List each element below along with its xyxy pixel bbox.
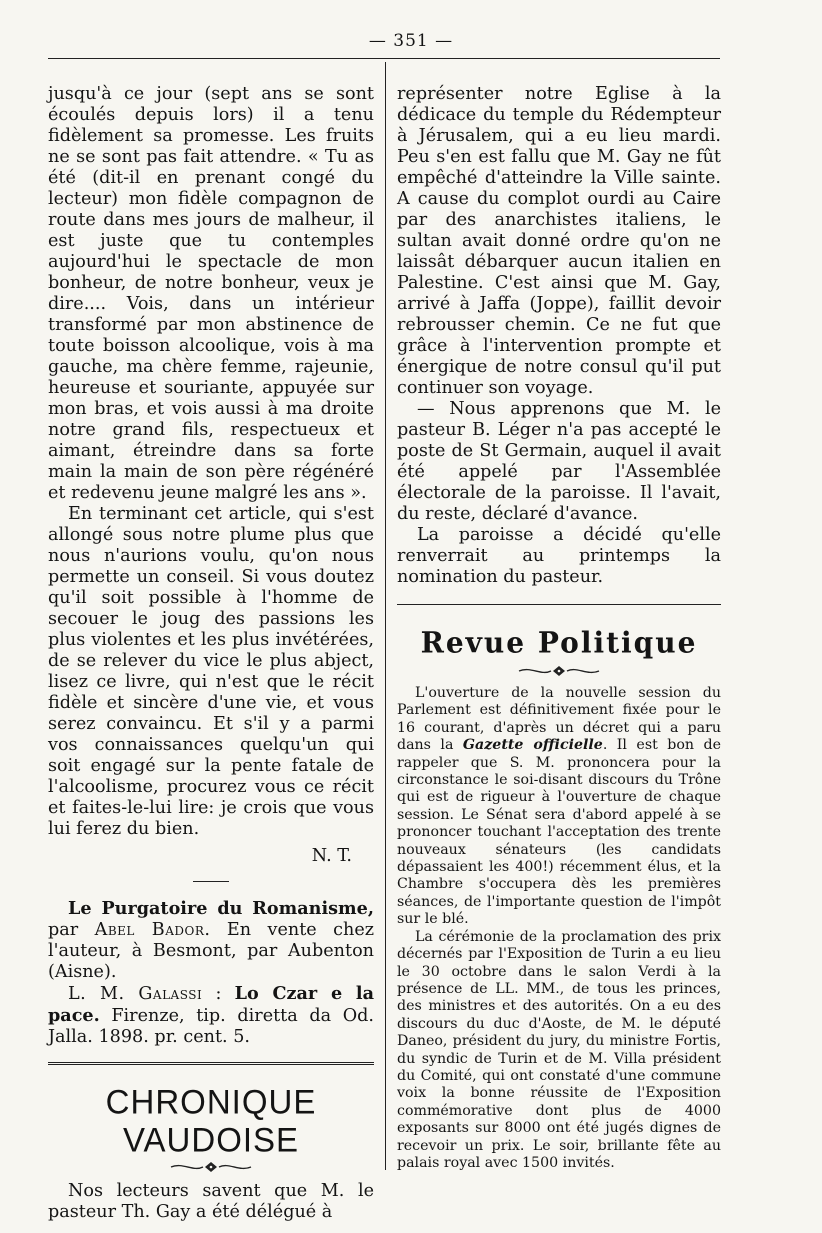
left-column: [48, 84, 374, 1223]
revue-text-a: L'ouverture de la nouvelle session du Parlement est définitivement fixée pour le 16 courant, d'après un décret qui a paru dans la: [397, 685, 721, 754]
ornament-icon: [169, 1161, 253, 1173]
revue-text-b: . Il est bon de rappeler que S. M. prononcera pour la circonstance le soi-disant discours du Trône qui est de rigueur à l'ouverture de chaque session. Le Sénat sera d'abord appelé à se prononcer touchant l'acceptation des trente nouveaux sénateurs (les candidats dépassaient les 400!) récemment élus, et la Chambre s'occupera dès les premières séances, de l'importante question de l'impôt sur le blé.: [397, 737, 721, 928]
header-rule: [48, 58, 720, 59]
book-details-1: En vente chez l'auteur, à Besmont, par Aubenton (Aisne).: [48, 920, 374, 982]
revue-gazette: Gazette officielle: [462, 737, 603, 754]
revue-paragraph-1: [397, 685, 721, 929]
book-notice-1: [48, 898, 374, 983]
news-item-2: La paroisse a décidé qu'elle renverrait au printemps la nomination du pasteur.: [397, 525, 721, 587]
right-column: [397, 84, 721, 1172]
book-by: par: [48, 920, 95, 940]
book-notice-2: [48, 983, 374, 1048]
book-author-2: L. M. Galassi: [68, 984, 203, 1004]
book-author-1: Abel Bador.: [94, 920, 211, 940]
book-title-2: Lo Czar e la pace.: [48, 983, 374, 1026]
book-details-2: Firenze, tip. diretta da Od. Jalla. 1898. pr. cent. 5.: [48, 1006, 374, 1047]
section-title-chronique: CHRONIQUE VAUDOISE: [105, 1082, 317, 1159]
chronique-start: Nos lecteurs savent que M. le pasteur Th. Gay a été délégué à: [48, 1181, 374, 1222]
section-double-rule: [48, 1062, 374, 1065]
section-rule: [397, 604, 721, 605]
column-divider: [385, 62, 386, 1170]
page-number: — 351 —: [368, 31, 454, 51]
signature: N. T.: [311, 846, 352, 866]
section-title-revue: Revue Politique: [420, 625, 698, 660]
book-sep: :: [202, 984, 235, 1004]
left-paragraph-1: jusqu'à ce jour (sept ans se sont écoulés depuis lors) il a tenu fidèlement sa promesse. Les fruits ne se sont pas fait attendre. « Tu as été (dit-il en prenant congé du lecteur) mon fidèle compagnon de route dans mes jours de malheur, il est juste que tu contemples aujourd'hui le spectacle de mon bonheur, de notre bonheur, veux je dire.... Vois, dans un intérieur transformé par mon abstinence de toute boisson alcoolique, vois à ma gauche, ma chère femme, rajeunie, heureuse et souriante, appuyée sur mon bras, et vois aussi à ma droite notre grand fils, respectueux et aimant, étreindre dans sa forte main la main de son père régénéré et redevenu jeune malgré les ans ».: [48, 84, 374, 503]
separator-rule: [193, 881, 229, 882]
left-paragraph-2: En terminant cet article, qui s'est allongé sous notre plume plus que nous n'aurions voulu, qu'on nous permette un conseil. Si vous doutez qu'il soit possible à l'homme de secouer le joug des passions les plus violentes et les plus invétérées, de se relever du vice le plus abject, lisez ce livre, qui n'est que le récit fidèle et sincère d'une vie, et vous serez convaincu. Et s'il y a parmi vos connaissances quelqu'un qui soit engagé sur la pente fatale de l'alcoolisme, procurez vous ce récit et faites-le-lui lire: je crois que vous lui ferez du bien.: [48, 504, 374, 839]
ornament-icon: [517, 665, 601, 677]
chronique-continuation: représenter notre Eglise à la dédicace du temple du Rédempteur à Jérusalem, qui a eu lieu mardi. Peu s'en est fallu que M. Gay ne fût empêché d'atteindre la Ville sainte. A cause du complot ourdi au Caire par des anarchistes italiens, le sultan avait donné ordre qu'on ne laissât débarquer aucun italien en Palestine. C'est ainsi que M. Gay, arrivé à Jaffa (Joppe), faillit devoir rebrousser chemin. Ce ne fut que grâce à l'intervention prompte et énergique de notre consul qu'il put continuer son voyage.: [397, 84, 721, 398]
news-item-1: — Nous apprenons que M. le pasteur B. Léger n'a pas accepté le poste de St Germain, auquel il avait été appelé par l'Assemblée électorale de la paroisse. Il l'avait, du reste, déclaré d'avance.: [397, 399, 721, 524]
book-title-1: Le Purgatoire du Romanisme,: [68, 898, 374, 919]
revue-paragraph-2: La cérémonie de la proclamation des prix décernés par l'Exposition de Turin a eu lieu le 30 octobre dans le salon Verdi à la présence de LL. MM., de tous les princes, des ministres et des autorités. On a eu des discours du duc d'Aoste, de M. le député Daneo, président du jury, du ministre Fortis, du syndic de Turin et de M. Villa président du Comité, qui ont constaté d'une commune voix la bonne réussite de l'Exposition commémorative dont plus de 4000 exposants sur 8000 ont été jugés dignes de recevoir un prix. Le soir, brillante fête au palais royal avec 1500 invités.: [397, 928, 721, 1171]
